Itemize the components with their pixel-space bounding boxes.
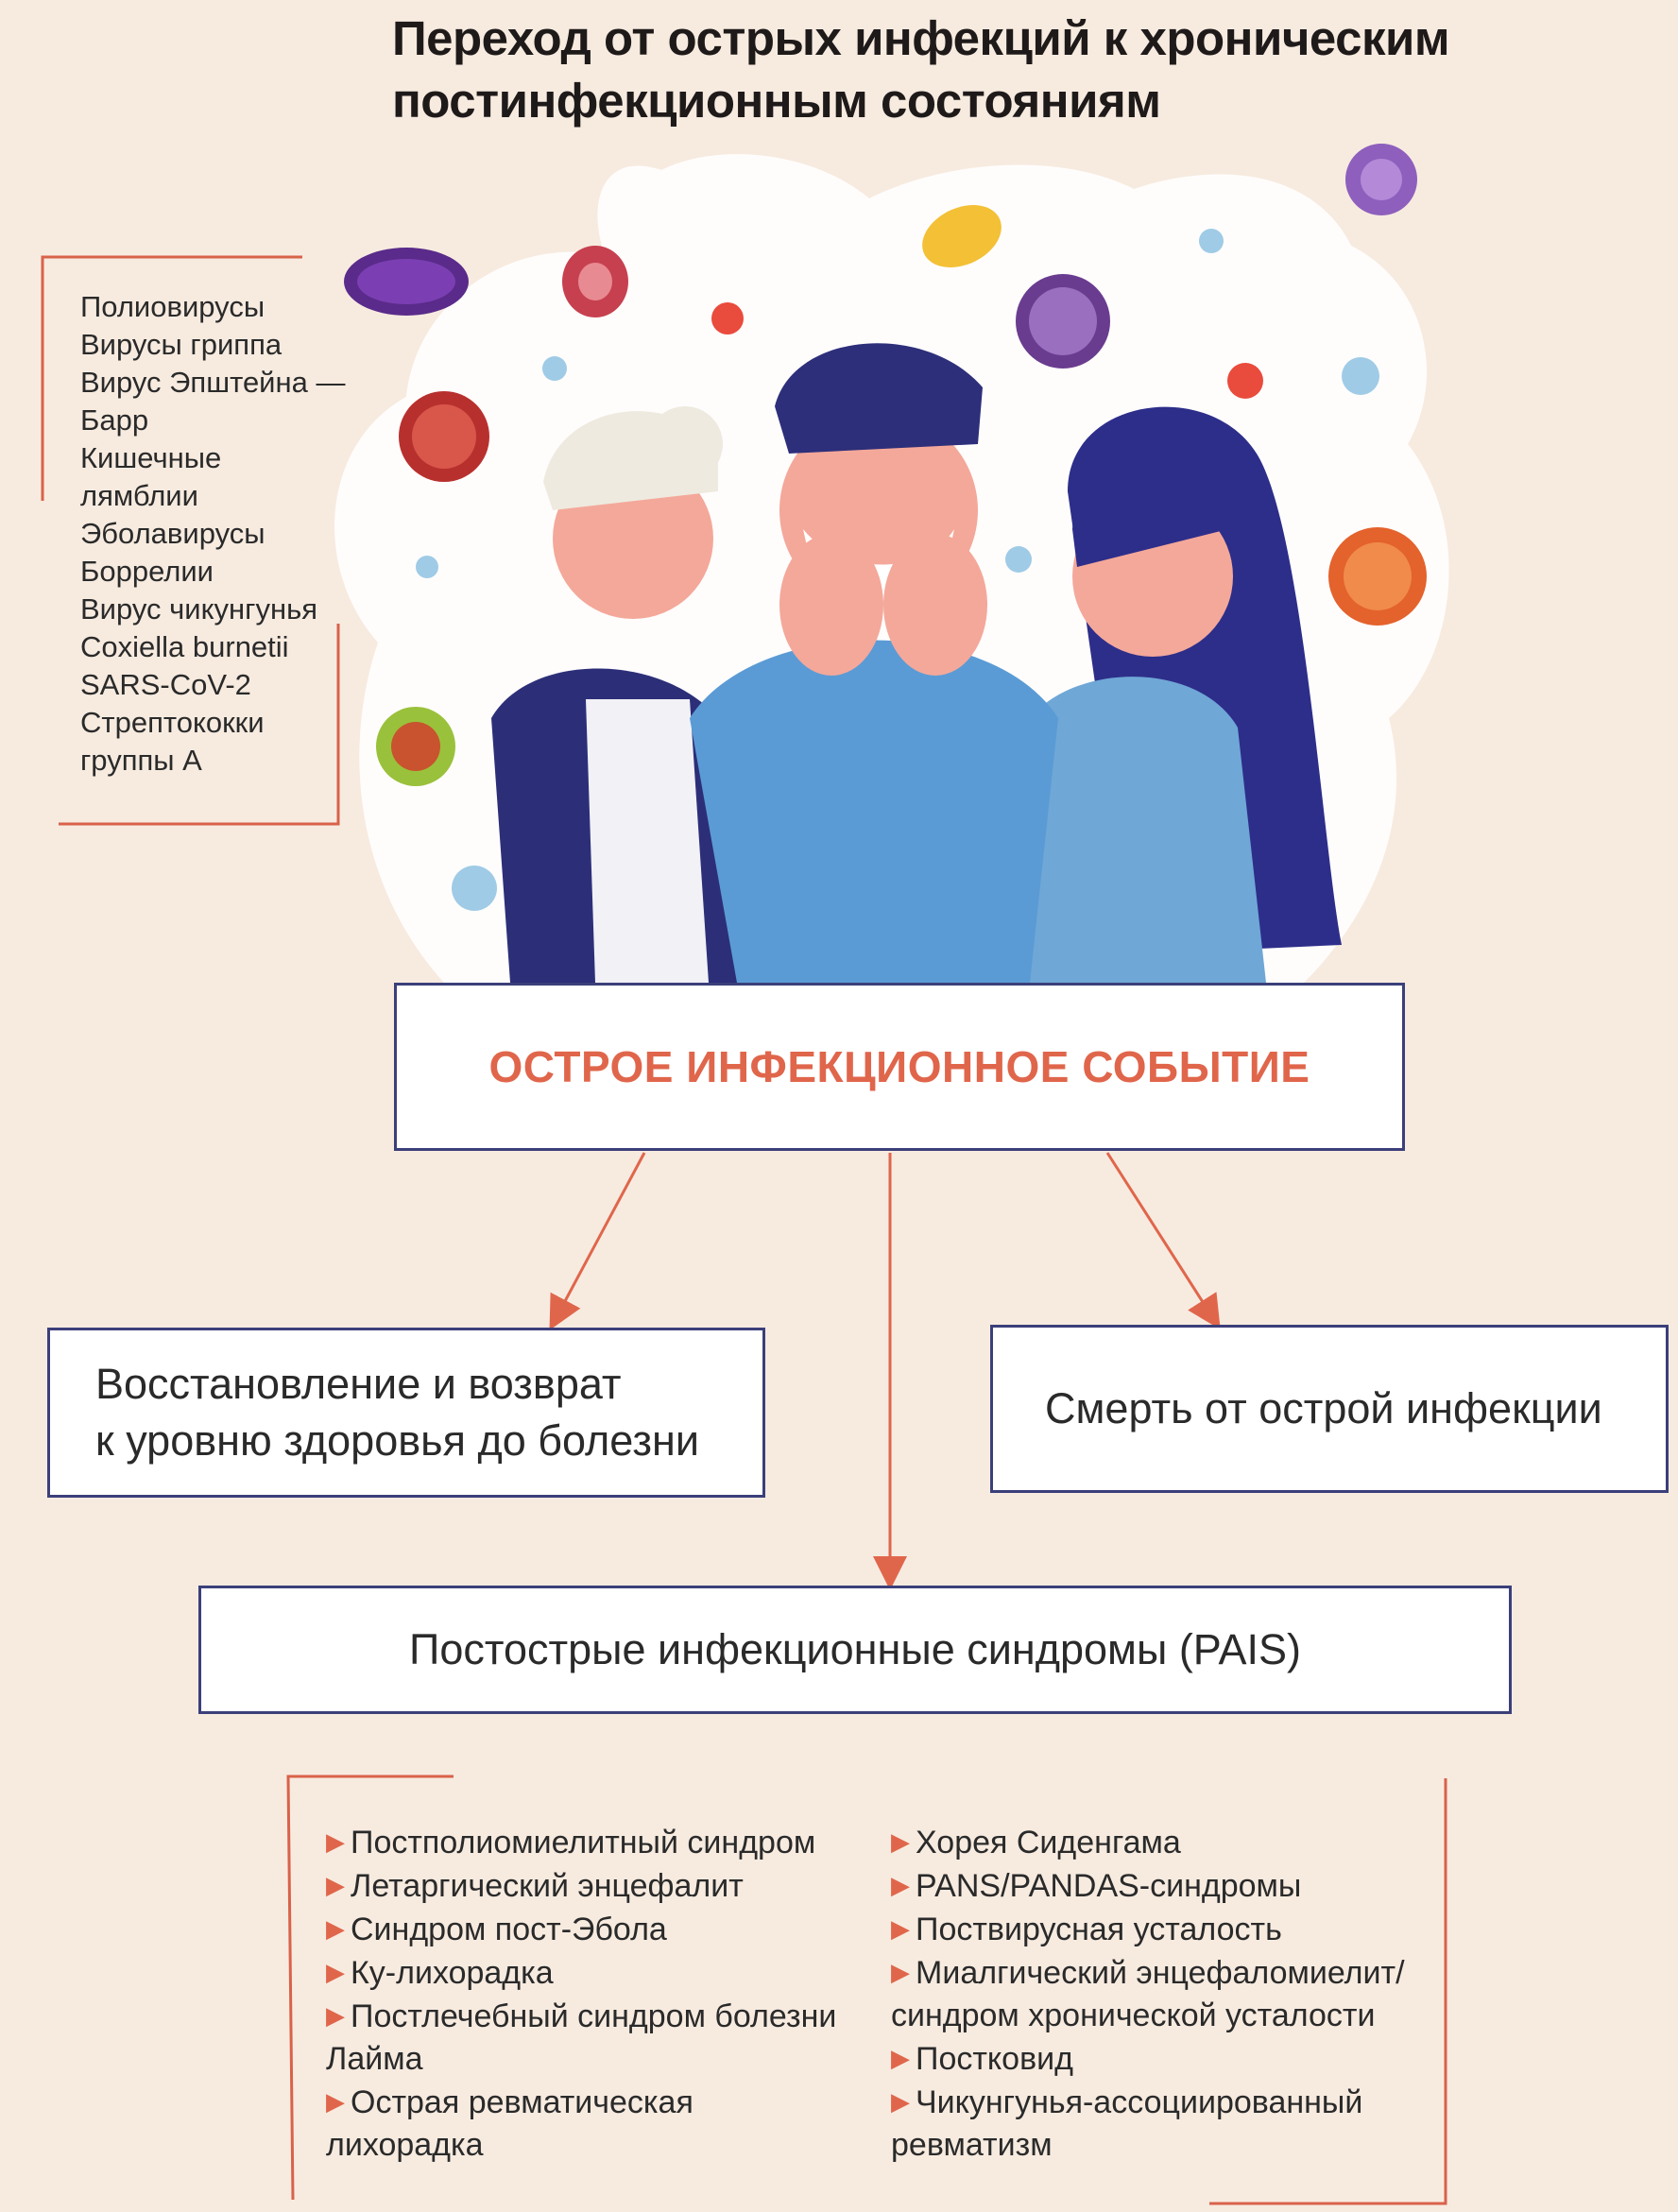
pathogen-item: группы А (80, 744, 202, 777)
pais-box (198, 1586, 1512, 1714)
recovery-line-1: Восстановление и возврат (95, 1360, 622, 1408)
pathogen-item: Вирус чикунгунья (80, 592, 318, 626)
syndrome-item: ▶ Чикунгунья-ассоциированный ревматизм (891, 2084, 1363, 2163)
virus-dotted-icon (1016, 274, 1110, 369)
pais-label: Постострые инфекционные синдромы (PAIS) (408, 1625, 1301, 1673)
triangle-bullet-icon: ▶ (326, 1914, 345, 1943)
triangle-bullet-icon: ▶ (326, 1958, 345, 1986)
triangle-bullet-icon: ▶ (326, 1871, 345, 1899)
syndrome-item: ▶ Синдром пост-Эбола (326, 1912, 667, 1947)
syndrome-item: ▶ Летаргический энцефалит (326, 1868, 744, 1904)
pathogen-item: Вирус Эпштейна — (80, 366, 346, 399)
death-label: Смерть от острой инфекции (1045, 1384, 1602, 1432)
pathogen-item: Стрептококки (80, 706, 265, 739)
triangle-bullet-icon: ▶ (891, 2044, 910, 2072)
pathogen-item: Вирусы гриппа (80, 328, 283, 361)
virus-purple-icon (1345, 144, 1417, 215)
acute-event-box (394, 983, 1405, 1151)
title-line-1: Переход от острых инфекций к хроническим (392, 11, 1450, 65)
syndromes-left-list (326, 1821, 855, 2167)
syndrome-item: ▶ Постполиомиелитный синдром (326, 1825, 816, 1860)
acute-event-label: ОСТРОЕ ИНФЕКЦИОННОЕ СОБЫТИЕ (488, 1042, 1310, 1091)
syndrome-item: ▶ Миалгический энцефаломиелит/ синдром хронической усталости (891, 1955, 1405, 2033)
cell-icon (562, 246, 628, 317)
syndrome-item: ▶ Постковид (891, 2041, 1073, 2077)
virus-orange-icon (1328, 527, 1427, 626)
pathogen-item: Барр (80, 403, 149, 437)
triangle-bullet-icon: ▶ (326, 2087, 345, 2116)
syndrome-item: ▶ Ку-лихорадка (326, 1955, 554, 1991)
title-line-2: постинфекционным состояниям (392, 74, 1161, 128)
triangle-bullet-icon: ▶ (891, 1958, 910, 1986)
syndrome-item: ▶ Острая ревматическая лихорадка (326, 2084, 693, 2163)
arrow-to-death (1107, 1153, 1211, 1315)
pathogen-list (80, 288, 364, 780)
triangle-bullet-icon: ▶ (891, 1827, 910, 1856)
triangle-bullet-icon: ▶ (326, 2001, 345, 2030)
pathogen-item: Кишечные (80, 441, 222, 474)
triangle-bullet-icon: ▶ (326, 1827, 345, 1856)
recovery-label (95, 1356, 699, 1469)
recovery-box (47, 1328, 765, 1498)
triangle-bullet-icon: ▶ (891, 1914, 910, 1943)
syndrome-item: ▶ PANS/PANDAS-синдромы (891, 1868, 1302, 1904)
triangle-bullet-icon: ▶ (891, 1871, 910, 1899)
pathogen-item: Полиовирусы (80, 290, 265, 323)
virus-red-large-icon (399, 391, 489, 482)
pathogen-item: лямблии (80, 479, 198, 512)
pathogen-item: Coxiella burnetii (80, 630, 289, 663)
pathogen-item: SARS-CoV-2 (80, 668, 251, 701)
virus-red-medium-icon (1227, 363, 1263, 399)
pathogen-item: Эболавирусы (80, 517, 265, 550)
syndrome-item: ▶ Постлечебный синдром болезни Лайма (326, 1998, 837, 2077)
recovery-line-2: к уровню здоровья до болезни (95, 1416, 699, 1465)
page-title (392, 8, 1526, 132)
arrow-to-recovery (557, 1153, 644, 1315)
syndrome-item: ▶ Поствирусная усталость (891, 1912, 1282, 1947)
virus-red-small-icon (711, 302, 744, 334)
syndrome-item: ▶ Хорея Сиденгама (891, 1825, 1181, 1860)
triangle-bullet-icon: ▶ (891, 2087, 910, 2116)
death-box (990, 1325, 1669, 1493)
pathogen-item: Боррелии (80, 555, 214, 588)
virus-green-icon (376, 707, 455, 786)
syndromes-right-list (891, 1821, 1439, 2167)
